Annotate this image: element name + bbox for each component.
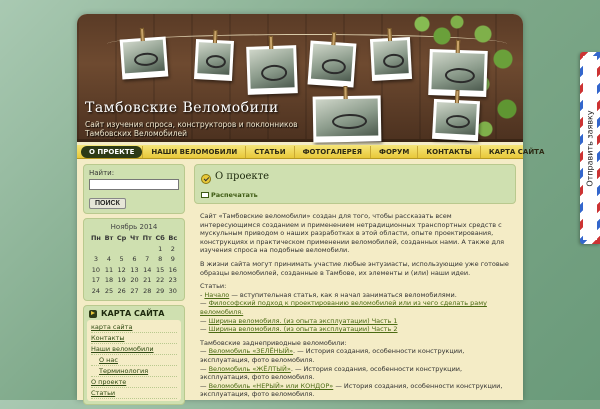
calendar-weekday: Вт (104, 234, 114, 243)
calendar-week (89, 244, 179, 255)
calendar-day: 15 (156, 265, 165, 274)
vehicle-link[interactable]: Веломобиль «ЗЕЛЁНЫЙ» (208, 347, 294, 356)
nav-item[interactable]: ФОТОГАЛЕРЕЯ (294, 146, 370, 158)
calendar-day: 19 (117, 276, 126, 285)
calendar-day: 14 (143, 265, 152, 274)
calendar-day: 1 (158, 244, 163, 253)
participation-paragraph: В жизни сайта могут принимать участие любые энтузиасты, использующие уже готовые образцы веломобилей, созданные в Тамбове, их элементы и (или) наши идеи. (200, 259, 509, 277)
sitemap-widget (83, 305, 185, 405)
calendar-week (89, 265, 179, 276)
sitemap-item (91, 366, 177, 377)
article-link[interactable]: Начало (204, 290, 230, 299)
print-label[interactable]: Распечатать (211, 191, 258, 199)
calendar-week (89, 275, 179, 286)
calendar-day: 20 (130, 276, 139, 285)
article-prefix: - (200, 290, 205, 299)
calendar-day: 24 (91, 286, 101, 295)
header-photo-4 (308, 40, 357, 87)
site-header (77, 14, 523, 142)
calendar-day: 12 (117, 265, 126, 274)
article-item (200, 291, 512, 300)
calendar-day (89, 244, 103, 255)
sitemap-item (91, 388, 177, 399)
nav-item[interactable]: ФОРУМ (370, 146, 417, 158)
sitemap-link[interactable]: О нас (99, 356, 118, 364)
post-title: О проекте (215, 171, 270, 182)
vehicle-item (200, 347, 512, 364)
header-photo-3 (246, 45, 298, 95)
vehicle-prefix: — (200, 364, 209, 373)
page-container (77, 14, 545, 400)
calendar-day: 5 (119, 255, 124, 264)
post-body (194, 204, 516, 399)
calendar-weekday: Сб (155, 234, 165, 243)
article-link[interactable]: Ширина веломобиля. (из опыта эксплуатации) Часть 1 (208, 316, 398, 325)
vehicle-description: — История создания, особенности конструкции, эксплуатация, фото веломобиля. (200, 381, 503, 399)
calendar-weekday: Чт (129, 234, 140, 243)
vehicle-prefix: — (200, 381, 209, 390)
sitemap-title-text: КАРТА САЙТА (101, 309, 165, 318)
vehicle-item (200, 365, 512, 382)
calendar-day: 6 (132, 255, 137, 264)
main-navigation (77, 145, 545, 159)
article-link[interactable]: Ширина веломобиля. (из опыта эксплуатации) Часть 2 (208, 325, 398, 334)
vehicle-link[interactable]: Веломобиль «НЕРЫЙ» или КОНДОР» (208, 381, 334, 390)
vehicles-list (200, 347, 512, 399)
search-input[interactable] (89, 179, 179, 190)
sitemap-item (91, 333, 177, 344)
vehicle-description: . — История создания, особенности конструкции, эксплуатация, фото веломобиля. (200, 364, 463, 382)
search-label: Найти: (89, 169, 115, 177)
calendar-day: 3 (93, 255, 98, 264)
sitemap-title (87, 309, 181, 318)
article-prefix: — (200, 316, 209, 325)
calendar-day: 11 (104, 265, 114, 274)
articles-list (200, 291, 512, 334)
calendar-day: 9 (170, 255, 175, 264)
header-photo-7 (313, 95, 382, 142)
article-link[interactable]: Философский подход к проектированию веломобилей или из чего сделать раму веломобиля. (200, 299, 487, 316)
calendar-title: Ноябрь 2014 (110, 223, 158, 231)
sitemap-link[interactable]: Наши веломобили (91, 345, 154, 353)
sitemap-link[interactable]: Статьи (91, 389, 116, 397)
article-prefix: — (200, 325, 209, 334)
calendar-day: 13 (130, 265, 139, 274)
article-description: — вступительная статья, как я начал заниматься веломобилями. (229, 290, 457, 299)
sitemap-item (91, 344, 177, 355)
sitemap-link[interactable]: О проекте (91, 378, 127, 386)
header-photo-2 (194, 39, 234, 81)
calendar-day: 8 (158, 255, 163, 264)
articles-label: Статьи: (200, 282, 227, 291)
calendar-day: 4 (106, 255, 112, 264)
search-widget (83, 164, 185, 214)
vehicle-link[interactable]: Веломобиль «ЖЁЛТЫЙ» (208, 364, 291, 373)
calendar-day (128, 244, 141, 255)
calendar-day: 16 (168, 265, 177, 274)
header-photo-1 (120, 36, 169, 79)
site-title[interactable]: Тамбовские Веломобили (85, 100, 279, 116)
nav-item[interactable]: КОНТАКТЫ (417, 146, 479, 158)
article-prefix: — (200, 299, 209, 308)
calendar-day: 29 (156, 286, 165, 295)
calendar-day: 7 (145, 255, 150, 264)
calendar-widget (83, 218, 185, 301)
calendar-day (103, 244, 115, 255)
arrow-right-icon (89, 310, 97, 318)
header-photo-5 (370, 37, 412, 81)
nav-item[interactable]: НАШИ ВЕЛОМОБИЛИ (142, 146, 245, 158)
sitemap-item (91, 355, 177, 366)
nav-item[interactable]: О ПРОЕКТЕ (81, 146, 142, 158)
calendar-weekday: Пт (142, 234, 152, 243)
nav-item[interactable]: КАРТА САЙТА (480, 146, 553, 158)
sidebar (83, 164, 185, 409)
calendar-day: 18 (104, 276, 114, 285)
calendar-table (89, 233, 179, 296)
post-title-icon (201, 174, 211, 184)
article-item (200, 299, 512, 316)
calendar-day: 22 (156, 276, 165, 285)
header-photo-8 (432, 99, 480, 141)
nav-item[interactable]: СТАТЬИ (245, 146, 293, 158)
calendar-day: 2 (170, 244, 175, 253)
vehicles-section (200, 339, 512, 399)
vehicle-item (200, 382, 512, 399)
print-link[interactable] (201, 191, 258, 199)
calendar-day: 27 (130, 286, 139, 295)
article-item (200, 325, 512, 334)
calendar-week (89, 254, 179, 265)
article-item (200, 317, 512, 326)
sitemap-link[interactable]: Терминология (99, 367, 149, 375)
feedback-tab[interactable] (580, 52, 600, 244)
search-button[interactable]: ПОИСК (89, 198, 126, 209)
sitemap-link[interactable]: карта сайта (91, 323, 133, 331)
vehicles-label: Тамбовские заднеприводные веломобили: (200, 338, 347, 347)
calendar-weekday: Вс (168, 234, 178, 243)
calendar-day: 10 (91, 265, 101, 274)
vehicle-prefix: — (200, 347, 209, 356)
intro-paragraph: Сайт «Тамбовские веломобили» создан для того, чтобы рассказать всем интересующимся созданием и применением нетрадиционных транспортных средств с мускульным приводом о наших разработках в этой области, опыте проектирования, конструкциях и практическом применении веломобилей, созданных нами. А также для изучения спроса на подобные веломобили. (200, 212, 505, 255)
calendar-weekday: Ср (116, 234, 127, 243)
main-content (194, 164, 516, 399)
calendar-day: 17 (91, 276, 101, 285)
post-header (194, 164, 516, 204)
calendar-day: 23 (168, 276, 177, 285)
sitemap-link[interactable]: Контакты (91, 334, 125, 342)
calendar-day: 26 (117, 286, 126, 295)
calendar-day: 30 (168, 286, 177, 295)
feedback-tab-label[interactable]: Отправить заявку (585, 109, 595, 187)
articles-section (200, 282, 512, 334)
sitemap-item (91, 377, 177, 388)
calendar-day (141, 244, 154, 255)
calendar-week (89, 286, 179, 297)
calendar-weekday: Пн (90, 234, 101, 243)
sitemap-item (91, 322, 177, 333)
calendar-day: 21 (143, 276, 152, 285)
sitemap-list (87, 320, 181, 401)
printer-icon (201, 192, 209, 198)
calendar-day: 25 (104, 286, 114, 295)
site-description: Сайт изучения спроса, конструкторов и поклонников Тамбовских Веломобилей (85, 120, 298, 138)
calendar-day: 28 (143, 286, 152, 295)
calendar-day (115, 244, 128, 255)
vehicle-description: . — История создания, особенности конструкции, эксплуатация, фото веломобиля. (200, 347, 465, 364)
